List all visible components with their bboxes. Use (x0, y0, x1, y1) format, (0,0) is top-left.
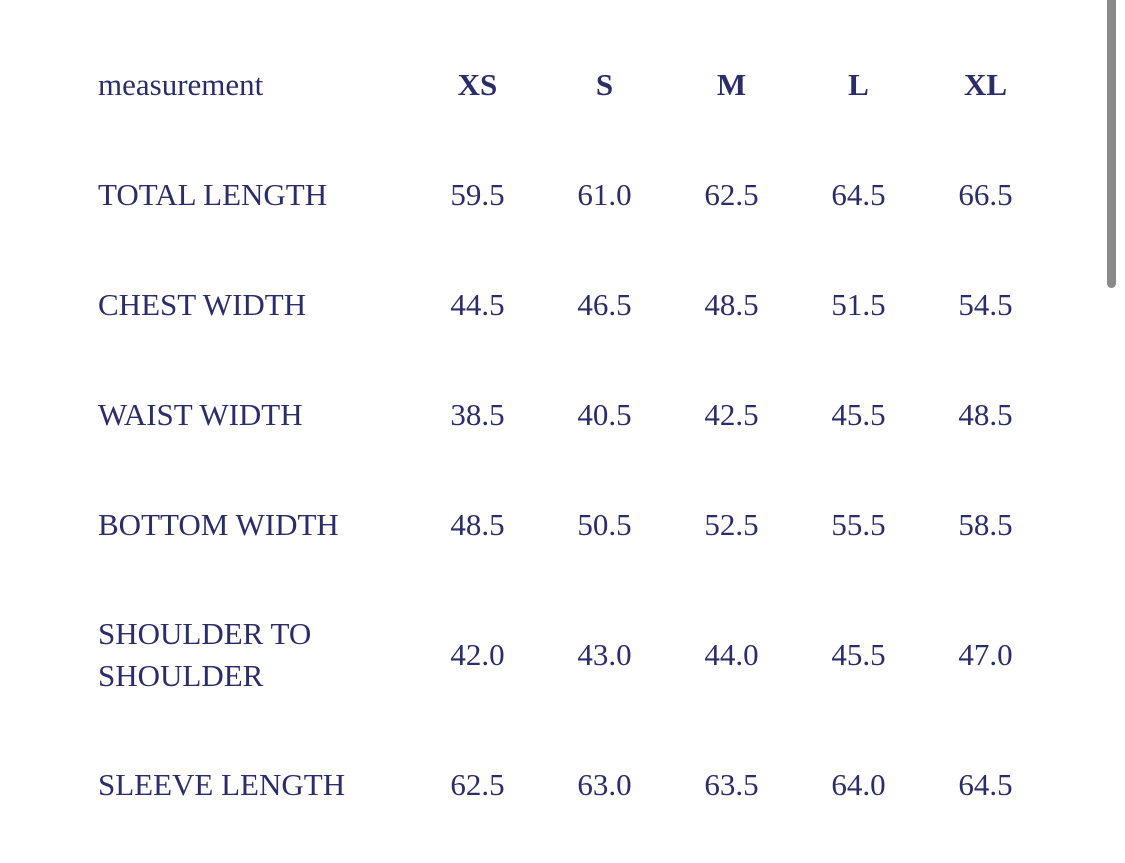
size-value-l: 64.5 (831, 177, 886, 213)
size-value-l: 51.5 (831, 287, 886, 323)
size-value-xs: 59.5 (450, 177, 505, 213)
size-value-xl: 58.5 (958, 507, 1013, 543)
size-value-m: 52.5 (704, 507, 759, 543)
measurement-column-header: measurement (98, 67, 264, 103)
table-row-waist-width (98, 360, 1049, 470)
size-value-m: 62.5 (704, 177, 759, 213)
size-value-l: 55.5 (831, 507, 886, 543)
size-value-m: 48.5 (704, 287, 759, 323)
size-value-s: 50.5 (577, 507, 632, 543)
size-value-xs: 62.5 (450, 767, 505, 803)
size-value-s: 46.5 (577, 287, 632, 323)
size-value-s: 43.0 (577, 637, 632, 673)
table-header-row (98, 30, 1049, 140)
size-chart-table (98, 30, 1049, 840)
size-value-xs: 44.5 (450, 287, 505, 323)
size-value-xs: 48.5 (450, 507, 505, 543)
measurement-label: WAIST WIDTH (98, 397, 303, 433)
size-value-s: 63.0 (577, 767, 632, 803)
measurement-label: SHOULDER TO SHOULDER (98, 616, 312, 693)
vertical-scrollbar-thumb[interactable] (1107, 0, 1116, 288)
size-value-xl: 47.0 (958, 637, 1013, 673)
size-value-xs: 38.5 (450, 397, 505, 433)
table-row-shoulder-to-shoulder (98, 580, 1049, 730)
measurement-label: SLEEVE LENGTH (98, 767, 346, 803)
size-value-s: 61.0 (577, 177, 632, 213)
size-value-m: 42.5 (704, 397, 759, 433)
size-value-l: 64.0 (831, 767, 886, 803)
size-value-m: 63.5 (704, 767, 759, 803)
size-value-xs: 42.0 (450, 637, 505, 673)
measurement-label: TOTAL LENGTH (98, 177, 328, 213)
size-column-header-s: S (595, 67, 614, 103)
measurement-label: BOTTOM WIDTH (98, 507, 339, 543)
size-value-xl: 48.5 (958, 397, 1013, 433)
size-value-l: 45.5 (831, 397, 886, 433)
table-row-chest-width (98, 250, 1049, 360)
size-value-s: 40.5 (577, 397, 632, 433)
size-value-xl: 64.5 (958, 767, 1013, 803)
size-value-m: 44.0 (704, 637, 759, 673)
table-row-sleeve-length (98, 730, 1049, 840)
size-column-header-xl: XL (963, 67, 1008, 103)
table-row-bottom-width (98, 470, 1049, 580)
table-row-total-length (98, 140, 1049, 250)
size-value-xl: 66.5 (958, 177, 1013, 213)
measurement-label: CHEST WIDTH (98, 287, 307, 323)
size-column-header-xs: XS (457, 67, 498, 103)
size-value-l: 45.5 (831, 637, 886, 673)
size-value-xl: 54.5 (958, 287, 1013, 323)
size-column-header-m: M (716, 67, 747, 103)
size-column-header-l: L (848, 67, 869, 103)
